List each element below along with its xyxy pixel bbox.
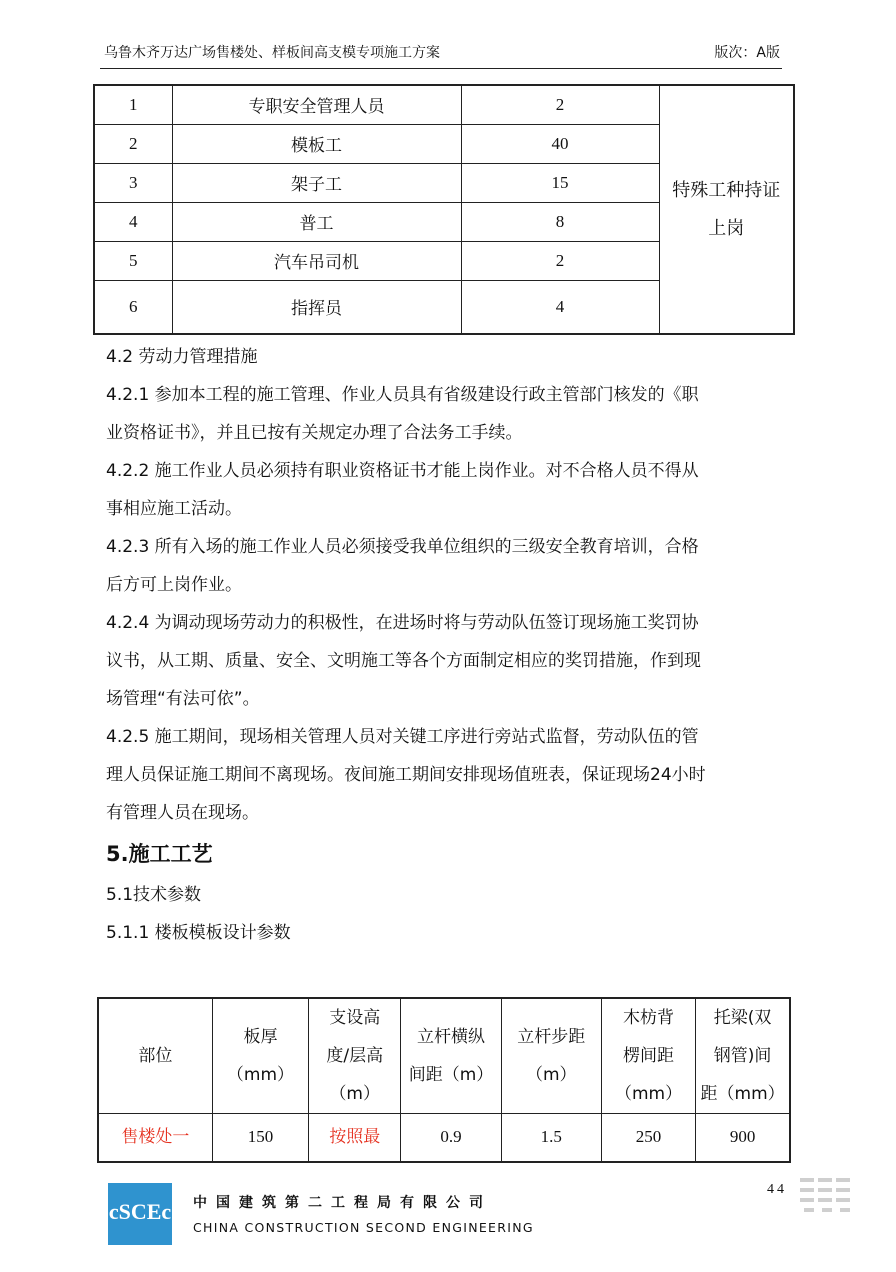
paragraph-line: 理人员保证施工期间不离现场。夜间施工期间安排现场值班表，保证现场24小时: [106, 765, 706, 785]
header-cell-beam: [696, 998, 790, 1114]
header-text: 度/层高: [326, 1046, 384, 1066]
height-cell: 按照最: [309, 1114, 401, 1162]
paragraph-line: 4.2.4 为调动现场劳动力的积极性，在进场时将与劳动队伍签订现场施工奖罚协: [106, 613, 699, 633]
staff-table: [93, 84, 795, 335]
header-cell-part: [98, 998, 212, 1114]
row-number: 4: [94, 202, 172, 241]
body-text: [106, 338, 782, 952]
note-cell: [659, 85, 794, 334]
count-cell: 2: [461, 241, 659, 280]
section-heading-5-1-1: 5.1.1 楼板模板设计参数: [106, 923, 291, 943]
note-line: 上岗: [708, 217, 745, 239]
logo-text: cSCEc: [108, 1199, 172, 1224]
step-cell: 1.5: [501, 1114, 601, 1162]
document-version: 版次：A版: [714, 45, 780, 61]
section-heading-5-1: 5.1技术参数: [106, 885, 202, 905]
header-cell-height: [309, 998, 401, 1114]
paragraph-line: 4.2.1 参加本工程的施工管理、作业人员具有省级建设行政主管部门核发的《职: [106, 385, 699, 405]
header-text: （mm）: [614, 1084, 683, 1104]
note-line: 特殊工种持证: [672, 179, 781, 201]
row-number: 5: [94, 241, 172, 280]
company-name-cn: 中国建筑第二工程局有限公司: [193, 1195, 492, 1211]
document-title: 乌鲁木齐万达广场售楼处、样板间高支模专项施工方案: [104, 45, 440, 61]
count-cell: 4: [461, 280, 659, 334]
beam-cell: 900: [696, 1114, 790, 1162]
header-text: 楞间距: [623, 1046, 675, 1066]
part-cell: 售楼处一: [98, 1114, 212, 1162]
paragraph-line: 后方可上岗作业。: [106, 575, 242, 595]
table-row: [94, 85, 794, 124]
paragraph-line: 4.2.5 施工期间，现场相关管理人员对关键工序进行旁站式监督，劳动队伍的管: [106, 727, 699, 747]
paragraph-line: 4.2.3 所有入场的施工作业人员必须接受我单位组织的三级安全教育培训，合格: [106, 537, 699, 557]
count-cell: 40: [461, 124, 659, 163]
paragraph-line: 议书，从工期、质量、安全、文明施工等各个方面制定相应的奖罚措施，作到现: [106, 651, 701, 671]
section-heading-4-2: 4.2 劳动力管理措施: [106, 347, 258, 367]
paragraph-line: 有管理人员在现场。: [106, 803, 259, 823]
spacing-cell: 0.9: [401, 1114, 501, 1162]
header-text: （m）: [526, 1065, 577, 1085]
chapter-heading-5: 5.施工工艺: [106, 842, 213, 866]
count-cell: 2: [461, 85, 659, 124]
count-cell: 15: [461, 163, 659, 202]
role-cell: 普工: [172, 202, 461, 241]
paragraph-line: 场管理“有法可依”。: [106, 689, 260, 709]
paragraph-line: 事相应施工活动。: [106, 499, 242, 519]
decorative-stripes-icon: [800, 1178, 850, 1214]
header-cell-step: [501, 998, 601, 1114]
header-text: 托梁(双: [713, 1008, 772, 1028]
row-number: 1: [94, 85, 172, 124]
table-header-row: [98, 998, 790, 1114]
header-text: 间距（m）: [408, 1065, 494, 1085]
role-cell: 模板工: [172, 124, 461, 163]
role-cell: 架子工: [172, 163, 461, 202]
row-number: 3: [94, 163, 172, 202]
header-text: 立杆步距: [517, 1027, 586, 1047]
row-number: 2: [94, 124, 172, 163]
parameter-table: [97, 997, 791, 1163]
role-cell: 指挥员: [172, 280, 461, 334]
header-cell-thickness: [212, 998, 308, 1114]
thickness-cell: 150: [212, 1114, 308, 1162]
row-number: 6: [94, 280, 172, 334]
role-cell: 汽车吊司机: [172, 241, 461, 280]
header-text: 支设高: [329, 1008, 381, 1028]
header-text: （m）: [329, 1084, 380, 1104]
header-text: 立杆横纵: [417, 1027, 485, 1047]
role-cell: 专职安全管理人员: [172, 85, 461, 124]
header-text: 板厚: [243, 1027, 278, 1047]
paragraph-line: 4.2.2 施工作业人员必须持有职业资格证书才能上岗作业。对不合格人员不得从: [106, 461, 699, 481]
joist-cell: 250: [601, 1114, 695, 1162]
header-cell-spacing: [401, 998, 501, 1114]
header-text: 部位: [138, 1046, 173, 1066]
page-header: [100, 38, 782, 69]
header-text: 钢管)间: [713, 1046, 772, 1066]
company-name-en: CHINA CONSTRUCTION SECOND ENGINEERING: [193, 1220, 534, 1235]
header-text: 木枋背: [623, 1008, 675, 1028]
count-cell: 8: [461, 202, 659, 241]
page-number: 44: [767, 1182, 787, 1197]
company-logo: [108, 1183, 172, 1245]
header-text: （mm）: [226, 1065, 295, 1085]
table-row: [98, 1114, 790, 1162]
header-cell-joist: [601, 998, 695, 1114]
paragraph-line: 业资格证书》，并且已按有关规定办理了合法务工手续。: [106, 423, 523, 443]
header-text: 距（mm）: [700, 1084, 785, 1104]
